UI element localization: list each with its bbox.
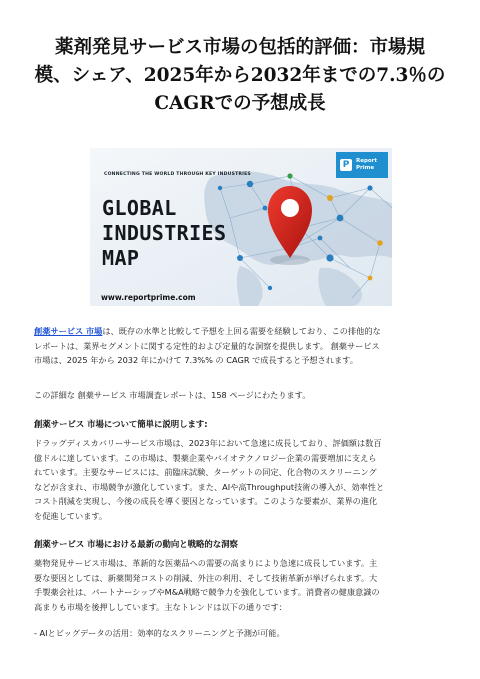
intro-line-1 — [34, 324, 448, 339]
title-line-2: 模、シェア、2025年から2032年までの7.3％の — [34, 65, 446, 86]
section2-line-2: 要な要因としては、新薬開発コストの削減、外注の利用、そして技術革新が挙げられます。大 — [34, 572, 378, 583]
section1-paragraph — [34, 436, 448, 523]
pages-note — [34, 388, 448, 403]
section1-line-1: ドラッグディスカバリーサービス市場は、2023年において急速に成長しており、評価額は数百 — [34, 438, 382, 448]
bullet-ai-bigdata: - AIとビッグデータの活用：効率的なスクリーニングと予測が可能。 — [34, 628, 285, 638]
logo-text — [356, 158, 377, 172]
section1-line-6: を促進しています。 — [34, 510, 108, 521]
section1-heading: 創薬サービス 市場について簡単に説明します: — [34, 419, 208, 429]
intro-line-3: 市場は、2025 年から 2032 年にかけて 7.3%% の CAGR で成長すると予想されます。 — [34, 355, 358, 365]
pages-note-line: この詳細な 創薬サービス 市場調査レポートは、158 ページにわたります。 — [34, 390, 311, 400]
section1-line-3: れています。主要なサービスには、前臨床試験、ターゲットの同定、化合物のスクリーニング — [34, 467, 377, 477]
section2-line-1: 薬物発見サービス市場は、革新的な医薬品への需要の高まりにより急速に成長しています。主 — [34, 558, 378, 568]
section2-bullet — [34, 626, 448, 641]
section2-line-3: 手製薬会社は、パートナーシップやM&A戦略で競争力を強化しています。消費者の健康意識の — [34, 587, 380, 597]
logo-mark-icon: P — [340, 159, 352, 171]
hero-big-line-3: MAP — [102, 246, 140, 270]
logo-line-2: Prime — [356, 165, 375, 171]
hero-image-global-industries-map — [90, 148, 392, 306]
logo-line-1: Report — [356, 158, 378, 164]
report-prime-logo — [336, 152, 388, 178]
title-line-3: CAGRでの予想成長 — [154, 93, 326, 114]
section1-line-2: 億ドルに達しています。この市場は、製薬企業やバイオテクノロジー企業の需要増加に支えら — [34, 452, 377, 463]
hero-big-line-1: GLOBAL — [102, 196, 177, 220]
intro-line-1-rest: は、既存の水準と比較して予想を上回る需要を経験しており、この排他的な — [102, 326, 381, 336]
hero-big-line-2: INDUSTRIES — [102, 221, 227, 245]
section1-line-5: コスト削減を実現し、今後の成長を導く要因となっています。このような要素が、業界の進化 — [34, 496, 378, 506]
section2-paragraph — [34, 556, 448, 614]
section1-line-4: などが含まれ、市場競争が激化しています。また、AIや高Throughput技術の導入が、効率性と — [34, 481, 385, 492]
intro-paragraph — [34, 324, 448, 368]
hero-url: www.reportprime.com — [101, 293, 196, 302]
section2-heading: 創薬サービス 市場における最新の動向と戦略的な洞察 — [34, 539, 238, 549]
hero-tagline: CONNECTING THE WORLD THROUGH KEY INDUSTRIES — [104, 172, 251, 177]
page-title — [30, 34, 450, 118]
title-line-1: 薬剤発見サービス市場の包括的評価：市場規 — [54, 37, 425, 58]
intro-line-2: レポートは、業界セグメントに関する定性的および定量的な洞察を提供します。 創薬サービス — [34, 340, 380, 351]
market-link[interactable]: 創薬サービス 市場 — [34, 326, 103, 336]
section2-line-4: 高まりも市場を後押ししています。主なトレンドは以下の通りです： — [34, 601, 287, 612]
